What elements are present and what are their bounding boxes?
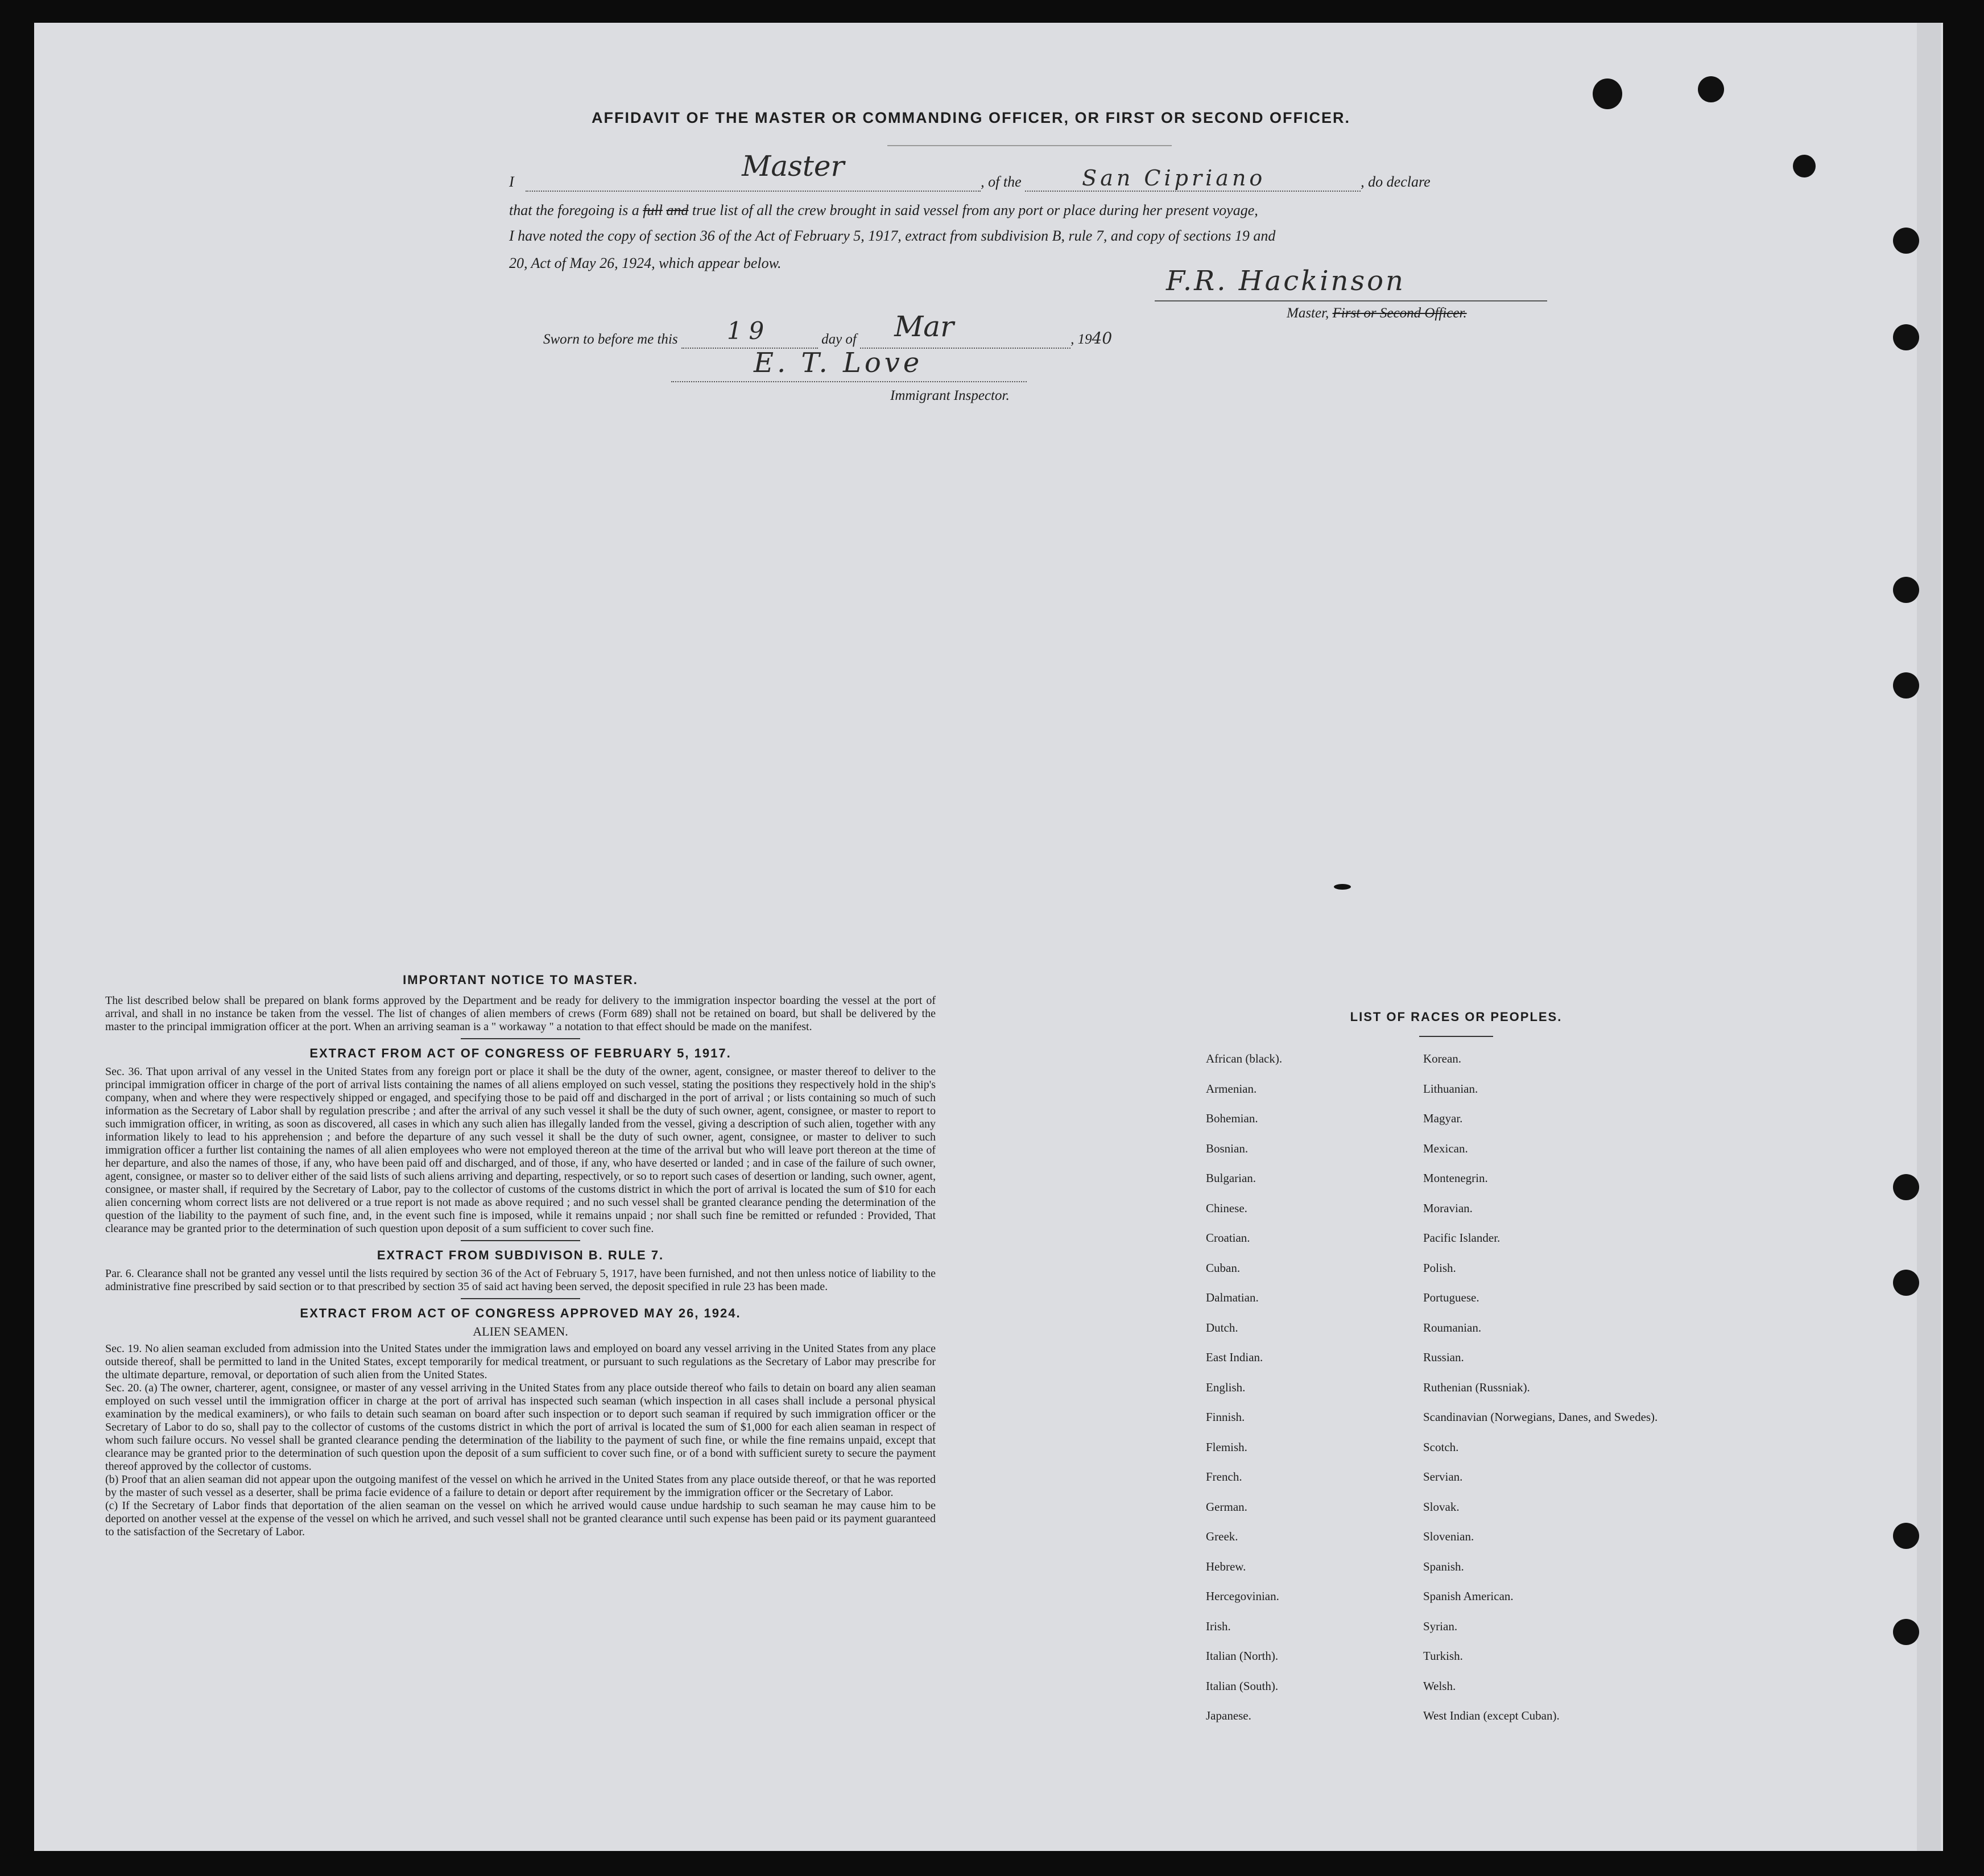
inspector-signature: E. T. Love [754, 347, 923, 379]
race-list-item: German. [1206, 1499, 1247, 1514]
extract3-subtitle: ALIEN SEAMEN. [473, 1324, 568, 1338]
race-list-item: Servian. [1423, 1470, 1463, 1484]
punch-hole [1893, 324, 1919, 350]
race-list-item: Finnish. [1206, 1410, 1245, 1424]
race-list-item: Mexican. [1423, 1141, 1468, 1155]
affidavit-line-4: 20, Act of May 26, 1924, which appear below. [509, 255, 782, 271]
punch-hole [1893, 1619, 1919, 1645]
race-list-item: Syrian. [1423, 1619, 1458, 1633]
race-list-item: Spanish. [1423, 1559, 1464, 1573]
notice-body: The list described below shall be prepared on blank forms approved by the Department and be ready for delivery to the immigration inspector boarding the vessel at the port of arrival, and shall in no instance be taken from the vessel. The list of changes of alien members of crews (Form 689) shall not be retained on board, but shall be delivered by the master to the principal immigration officer at the port. When an arriving seaman is a " workaway " a notation to that effect should be made on the manifest. [105, 994, 936, 1033]
race-list-item: Scandinavian (Norwegians, Danes, and Swedes). [1423, 1410, 1658, 1424]
handwritten-day: 19 [726, 317, 771, 345]
extract2-body: Par. 6. Clearance shall not be granted any vessel until the lists required by section 36 of the Act of February 5, 1917, have been furnished, and not then unless notice of liability to the administrative fine prescribed by said section or to that prescribed by section 35 of said act having been served, the deposit specified in rule 23 has been made. [105, 1267, 936, 1293]
race-list-item: Italian (North). [1206, 1649, 1279, 1663]
year-prefix: , 19 [1070, 332, 1092, 347]
race-list-item: Slovak. [1423, 1499, 1460, 1514]
officer-title-field [526, 150, 981, 192]
affidavit-title: AFFIDAVIT OF THE MASTER OR COMMANDING OFFICER, OR FIRST OR SECOND OFFICER. [592, 109, 1350, 126]
page-fold-edge [1917, 23, 1941, 1851]
race-list-item: Japanese. [1206, 1709, 1251, 1722]
races-column-1 [1206, 1052, 1445, 1739]
race-list-item: Cuban. [1206, 1261, 1241, 1275]
race-list-item: Bosnian. [1206, 1141, 1249, 1155]
races-column-2 [1423, 1052, 1662, 1739]
do-declare-label: , do declare [1361, 173, 1431, 190]
race-list-item: Italian (South). [1206, 1679, 1279, 1693]
ink-smudge [1593, 78, 1622, 109]
race-list-item: Bohemian. [1206, 1111, 1258, 1125]
race-list-item: Armenian. [1206, 1081, 1257, 1096]
extract1-body: Sec. 36. That upon arrival of any vessel in the United States from any foreign port or place it shall be the duty of the owner, agent, consignee, or master thereof to deliver to the principal immigration officer in charge of the port of arrival lists containing the names of all aliens employed on such vessel, stating the positions they respectively hold in the ship's company, when and where they were respectively shipped or engaged, and specifying those to be paid off and discharged in the port of arrival ; or lists containing so much of such information as the Secretary of Labor shall by regulation prescribe ; and after the arrival of any such vessel it shall be the duty of such owner, agent, consignee, or master to report to such immigration officer, in writing, as soon as discovered, all cases in which any such alien has illegally landed from the vessel, giving a description of such alien, together with any information likely to lead to his apprehension ; and before the departure of any such vessel it shall be the duty of such owner, agent, consignee, or master to deliver to such immigration officer a further list containing the names of all alien employees who were not employed thereon at the time of the arrival but who will leave port thereon at the time of her departure, and also the names of those, if any, who have been paid off and discharged, and of those, if any, who have deserted or landed ; and in case of the failure of such owner, agent, consignee, or master so to deliver either of the said lists of such aliens arriving and departing, respectively, or so to report such cases of desertion or landing, such owner, agent, consignee, or master shall, if required by the Secretary of Labor, pay to the collector of customs of the customs district in which the port of arrival is located the sum of $10 for each alien concerning whom correct lists are not delivered or a true report is not made as above required ; and no such vessel shall be granted clearance pending the determination of the question of the liability to the payment of such fine, and, in the event such fine is imposed, while it remains unpaid ; nor shall such fine be remitted or refunded : Provided, That clearance may be granted prior to the determination of such question upon deposit of a sum sufficient to cover such fine. [105, 1065, 936, 1235]
races-title: LIST OF RACES OR PEOPLES. [1350, 1010, 1563, 1024]
pronoun-i: I [509, 173, 514, 190]
handwritten-officer-title: Master [742, 150, 845, 183]
inspector-signature-line [671, 381, 1027, 382]
sworn-day-field [681, 317, 818, 349]
race-list-item: English. [1206, 1380, 1246, 1394]
race-list-item: Magyar. [1423, 1111, 1463, 1125]
section-divider [461, 1298, 580, 1299]
race-list-item: Hercegovinian. [1206, 1589, 1279, 1603]
punch-hole [1893, 228, 1919, 254]
sec20a-body: Sec. 20. (a) The owner, charterer, agent, consignee, or master of any vessel arriving in the United States from any place outside thereof who fails to detain on board any alien seaman employed on such vessel until the immigration officer in charge at the port of arrival has inspected such seaman (which inspection in all cases shall include a personal physical examination by the medical examiners), or who fails to detain such seaman on board after such inspection or to deport such seaman if required by such immigration officer or the Secretary of Labor to do so, shall pay to the collector of customs of the customs district in which the port of arrival is located the sum of $1,000 for each alien seaman in respect of whom such failure occurs. No vessel shall be granted clearance pending the determination of the liability to the payment of such fine, or while the fine remains unpaid, except that clearance may be granted prior to the determination of such question upon the deposit of a sum sufficient to cover such fine, or of a bond with sufficient surety to secure the payment thereof approved by the collector of customs. [105, 1382, 936, 1473]
sworn-month-field [860, 310, 1070, 349]
race-list-item: Turkish. [1423, 1649, 1463, 1663]
notice-section [105, 973, 936, 1539]
race-list-item: Lithuanian. [1423, 1081, 1478, 1096]
punch-hole [1893, 1174, 1919, 1200]
ink-speck [1334, 884, 1351, 890]
races-section [1200, 1010, 1712, 1722]
race-list-item: Scotch. [1423, 1440, 1459, 1454]
handwritten-vessel-name: San Cipriano [1082, 166, 1266, 191]
struck-officer-label: First or Second Officer. [1332, 305, 1467, 321]
affidavit-line-2 [509, 202, 1544, 219]
punch-hole [1793, 155, 1816, 177]
sec20c-body: (c) If the Secretary of Labor finds that deportation of the alien seaman on the vessel on which he arrived would cause undue hardship to such seaman he may cause him to be deported on another vessel at the expense of the vessel on which he arrived, and such vessel shall not be granted clearance until such expense has been paid or its payment guaranteed to the satisfaction of the Secretary of Labor. [105, 1499, 936, 1538]
inspector-label: Immigrant Inspector. [890, 388, 1010, 403]
struck-word-and: and [666, 202, 689, 218]
punch-hole [1893, 1270, 1919, 1296]
section-divider [461, 1038, 580, 1039]
handwritten-year: 40 [1092, 329, 1113, 348]
struck-word-full: full [643, 202, 663, 218]
title-rule [887, 145, 1172, 146]
race-list-item: African (black). [1206, 1052, 1283, 1065]
extract3-title: EXTRACT FROM ACT OF CONGRESS APPROVED MAY 26, 1924. [300, 1306, 741, 1320]
line2-text-b: true list of all the crew brought in said vessel from any port or place during her present voyage, [692, 202, 1258, 218]
master-signature-line [1155, 300, 1547, 301]
punch-hole [1893, 577, 1919, 603]
sworn-prefix: Sworn to before me this [543, 332, 678, 347]
race-list-item: Greek. [1206, 1530, 1238, 1543]
sec19-body: Sec. 19. No alien seaman excluded from admission into the United States under the immigration laws and employed on board any vessel arriving in the United States from any place outside thereof, shall be permitted to land in the United States, except temporarily for medical treatment, or pursuant to such regulations as the Secretary of Labor may prescribe for the ultimate departure, removal, or deportation of such alien from the United States. [105, 1342, 936, 1381]
races-title-rule [1419, 1036, 1493, 1037]
race-list-item: Pacific Islander. [1423, 1231, 1501, 1245]
race-list-item: Welsh. [1423, 1679, 1456, 1693]
race-list-item: Roumanian. [1423, 1320, 1482, 1334]
race-list-item: Spanish American. [1423, 1589, 1514, 1603]
race-list-item: Korean. [1423, 1052, 1462, 1065]
race-list-item: Flemish. [1206, 1440, 1247, 1454]
race-list-item: Ruthenian (Russniak). [1423, 1380, 1530, 1394]
punch-hole [1893, 1523, 1919, 1549]
punch-hole [1698, 76, 1724, 102]
sworn-line [543, 310, 1113, 349]
race-list-item: Irish. [1206, 1619, 1231, 1633]
affidavit-line-1 [509, 150, 1544, 192]
race-list-item: Chinese. [1206, 1201, 1247, 1215]
master-label-row [1287, 305, 1467, 321]
race-list-item: Portuguese. [1423, 1291, 1479, 1304]
race-list-item: Croatian. [1206, 1231, 1250, 1245]
section-divider [461, 1240, 580, 1241]
extract2-title: EXTRACT FROM SUBDIVISON B. RULE 7. [377, 1248, 664, 1262]
race-list-item: Slovenian. [1423, 1530, 1474, 1543]
race-list-item: Polish. [1423, 1261, 1456, 1275]
sec20b-body: (b) Proof that an alien seaman did not appear upon the outgoing manifest of the vessel on which he arrived in the United States from any place outside thereof, or that he was reported by the master of such vessel as a deserter, shall be prima facie evidence of a failure to detain or deport after requirement by the immigration officer or the Secretary of Labor. [105, 1473, 936, 1499]
extract1-title: EXTRACT FROM ACT OF CONGRESS OF FEBRUARY 5, 1917. [309, 1046, 731, 1060]
notice-title: IMPORTANT NOTICE TO MASTER. [403, 973, 638, 987]
master-signature: F.R. Hackinson [1166, 265, 1406, 297]
day-of-label: day of [821, 332, 857, 347]
race-list-item: West Indian (except Cuban). [1423, 1709, 1560, 1722]
race-list-item: Russian. [1423, 1350, 1464, 1364]
race-list-item: Bulgarian. [1206, 1171, 1256, 1185]
punch-hole [1893, 672, 1919, 699]
affidavit-line-3: I have noted the copy of section 36 of the Act of February 5, 1917, extract from subdivision B, rule 7, and copy of sections 19 and [509, 228, 1276, 244]
race-list-item: Montenegrin. [1423, 1171, 1488, 1185]
race-list-item: French. [1206, 1470, 1242, 1484]
vessel-name-field [1025, 166, 1361, 192]
race-list-item: East Indian. [1206, 1350, 1263, 1364]
race-list-item: Hebrew. [1206, 1559, 1246, 1573]
line2-text-a: that the foregoing is a [509, 202, 639, 218]
of-the-label: , of the [981, 173, 1022, 190]
race-list-item: Moravian. [1423, 1201, 1473, 1215]
handwritten-month: Mar [894, 310, 954, 343]
race-list-item: Dutch. [1206, 1320, 1238, 1334]
master-label: Master, [1287, 305, 1329, 321]
race-list-item: Dalmatian. [1206, 1291, 1259, 1304]
